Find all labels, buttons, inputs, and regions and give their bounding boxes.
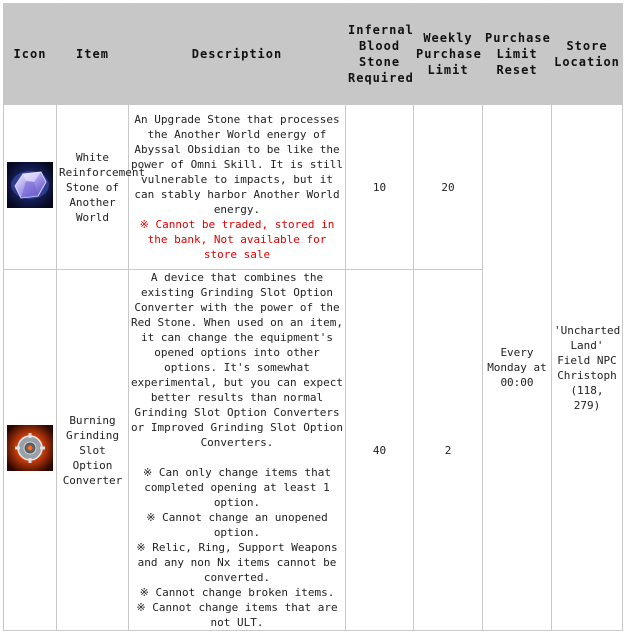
item-name: White Reinforcement Stone of Another World: [57, 105, 129, 270]
weekly-limit: 2: [414, 270, 483, 631]
infernal-blood-stone-cost: 10: [346, 105, 414, 270]
usage-note: ※ Relic, Ring, Support Weapons and any non Nx items cannot be converted.: [136, 541, 338, 584]
item-name: Burning Grinding Slot Option Converter: [57, 270, 129, 631]
table-row: [4, 105, 623, 270]
header-description: Description: [129, 4, 346, 105]
header-row: [4, 4, 623, 105]
description-text: An Upgrade Stone that processes the Another World energy of Abyssal Obsidian to be like the power of Omni Skill. It is still vulnerable to impacts, but it can stably harbor Another World energy.: [131, 113, 343, 216]
trade-warning: ※ Cannot be traded, stored in the bank, Not available for store sale: [139, 218, 335, 261]
weekly-limit: 20: [414, 105, 483, 270]
item-description: [129, 270, 346, 631]
infernal-blood-stone-cost: 40: [346, 270, 414, 631]
header-weekly-limit: Weekly Purchase Limit: [414, 4, 483, 105]
item-description: [129, 105, 346, 270]
header-infernal-blood-stone: Infernal Blood Stone Required: [346, 4, 414, 105]
icon-cell: [4, 270, 57, 631]
header-store-location: Store Location: [552, 4, 623, 105]
store-location: 'Uncharted Land' Field NPC Christoph (118, 279): [552, 105, 623, 631]
usage-note: ※ Cannot change an unopened option.: [146, 511, 328, 539]
header-limit-reset: Purchase Limit Reset: [483, 4, 552, 105]
usage-note: ※ Cannot change broken items.: [139, 586, 335, 599]
usage-note: ※ Cannot change items that are not ULT.: [136, 601, 338, 629]
white-reinforcement-stone-icon: [7, 162, 53, 208]
header-item: Item: [57, 4, 129, 105]
store-table: [3, 3, 623, 631]
usage-note: ※ Can only change items that completed opening at least 1 option.: [142, 466, 332, 509]
purchase-limit-reset: Every Monday at 00:00: [483, 105, 552, 631]
description-text: A device that combines the existing Grinding Slot Option Converter with the power of the Red Stone. When used on an item, it can change the equipment's opened options into other options. It's somewhat experimental, but you can expect better results than normal Grinding Slot Option Converters or Improved Grinding Slot Option Converters.: [131, 271, 343, 449]
icon-cell: [4, 105, 57, 270]
burning-grinding-converter-icon: [7, 425, 53, 471]
header-icon: Icon: [4, 4, 57, 105]
